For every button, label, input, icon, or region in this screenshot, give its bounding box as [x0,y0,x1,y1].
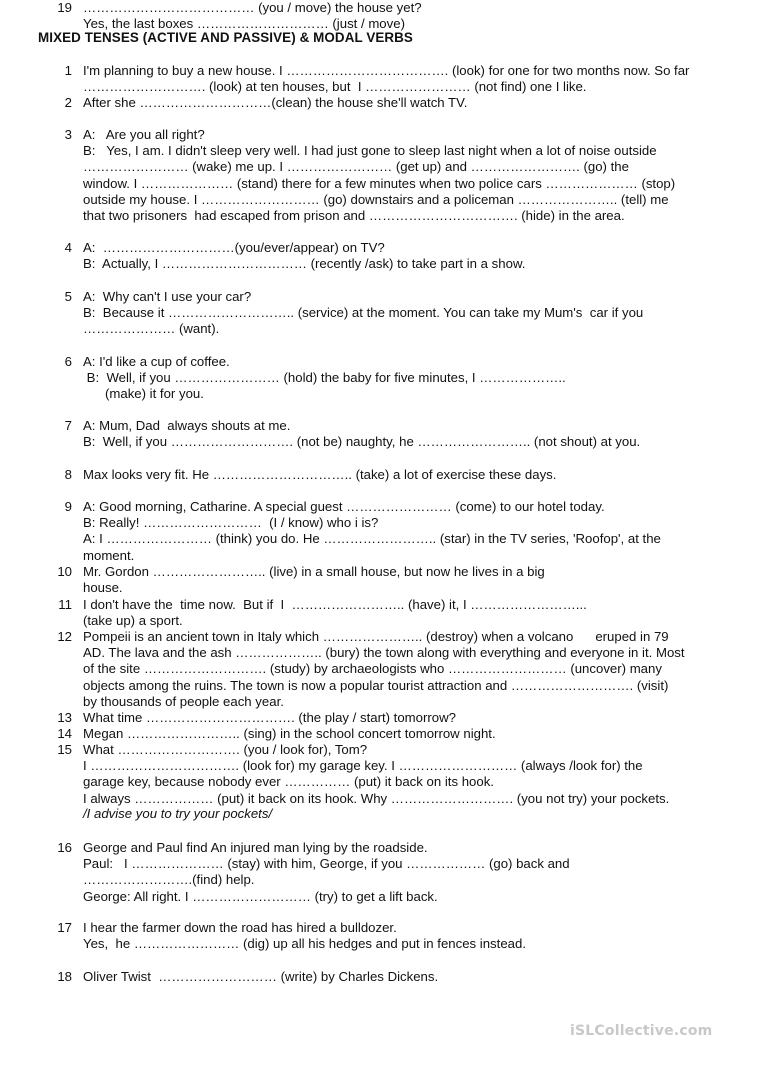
exercise-line: …………………….(find) help. [83,872,255,888]
exercise-line: A: Good morning, Catharine. A special guest …………………… (come) to our hotel today. [83,499,605,514]
worksheet-title: MIXED TENSES (ACTIVE AND PASSIVE) & MODAL VERBS [38,30,413,45]
exercise-line: What ………………………. (you / look for), Tom? [83,742,368,757]
exercise-line: window. I ………………… (stand) there for a few minutes when two police cars ………………… (stop) [83,175,676,191]
exercise-line: B: Well, if you …………………… (hold) the baby for five minutes, I ……………….. [83,370,566,386]
exercise-line: ………………… (want). [83,321,220,337]
exercise-line: Yes, the last boxes ………………………… (just / move) [83,16,405,32]
exercise-line: B: Yes, I am. I didn't sleep very well. I had just gone to sleep last night when a lot of noise outside [83,143,657,159]
exercise-line: B: Well, if you ………………………. (not be) naughty, he …………………….. (not shout) at you. [83,434,641,450]
exercise-number: 14 [57,726,72,741]
exercise-line: AD. The lava and the ash ……………….. (bury) the town along with everything and everyone in it. Most [83,645,685,661]
site-watermark: iSLCollective.com [570,1023,713,1039]
exercise-line: I ……………………………. (look for) my garage key. I ……………………… (always /look for) the [83,758,643,774]
exercise-number: 12 [57,629,72,644]
exercise-line: Megan …………………….. (sing) in the school concert tomorrow night. [83,726,496,741]
exercise-line: A: …………………………(you/ever/appear) on TV? [83,240,385,255]
exercise-line: Oliver Twist ……………………… (write) by Charles Dickens. [83,969,439,984]
exercise-line: A: Mum, Dad always shouts at me. [83,418,291,433]
exercise-line: ………………………………… (you / move) the house yet? [83,0,422,15]
exercise-line: garage key, because nobody ever …………… (put) it back on its hook. [83,774,494,790]
exercise-line: Paul: I ………………… (stay) with him, George, if you ……………… (go) back and [83,856,570,872]
exercise-line: outside my house. I ……………………… (go) downstairs and a policeman ………………….. (tell) me [83,191,669,207]
exercise-number: 13 [57,710,72,725]
exercise-line: /I advise you to try your pockets/ [83,806,273,821]
exercise-number: 15 [57,742,72,757]
exercise-line: A: Why can't I use your car? [83,289,252,304]
exercise-number: 2 [64,95,72,110]
exercise-number: 17 [57,920,72,935]
exercise-number: 6 [64,354,72,369]
exercise-number: 11 [58,597,72,612]
exercise-line: of the site ………………………. (study) by archaeologists who ……………………… (uncover) many [83,661,662,677]
exercise-line: A: Are you all right? [83,127,205,142]
exercise-line: After she …………………………(clean) the house she'll watch TV. [83,95,468,110]
exercise-number: 19 [57,0,72,15]
exercise-line: B: Really! ……………………… (I / know) who i is? [83,515,379,531]
exercise-line: (take up) a sport. [83,613,183,629]
exercise-number: 7 [64,418,72,433]
exercise-line: ………………………. (look) at ten houses, but I …………………… (not find) one I like. [83,79,587,95]
exercise-line: (make) it for you. [83,386,204,402]
exercise-line: B: Because it ……………………….. (service) at the moment. You can take my Mum's car if you [83,305,644,321]
exercise-number: 16 [57,840,72,855]
exercise-number: 8 [64,467,72,482]
exercise-number: 10 [57,564,72,579]
exercise-line: Yes, he …………………… (dig) up all his hedges and put in fences instead. [83,936,526,952]
exercise-line: A: I'd like a cup of coffee. [83,354,230,369]
exercise-line: Pompeii is an ancient town in Italy which ………………….. (destroy) when a volcano eruped in 79 [83,629,669,644]
exercise-line: that two prisoners had escaped from prison and ……………………………. (hide) in the area. [83,208,625,223]
exercise-number: 5 [64,289,72,304]
exercise-line: I hear the farmer down the road has hired a bulldozer. [83,920,397,935]
exercise-line: …………………… (wake) me up. I …………………… (get up) and ……………………. (go) the [83,159,629,175]
exercise-line: George and Paul find An injured man lying by the roadside. [83,840,428,855]
exercise-line: I always ……………… (put) it back on its hook. Why ………………………. (you not try) your pockets. [83,790,670,806]
exercise-line: George: All right. I ……………………… (try) to get a lift back. [83,888,438,904]
exercise-line: Max looks very fit. He ………………………….. (take) a lot of exercise these days. [83,467,557,482]
exercise-number: 1 [64,63,72,78]
exercise-line: I'm planning to buy a new house. I ………………………………. (look) for one for two months now. So far [83,63,690,78]
exercise-line: What time ……………………………. (the play / start) tomorrow? [83,710,456,725]
exercise-line: B: Actually, I …………………………… (recently /ask) to take part in a show. [83,256,526,272]
exercise-line: moment. [83,547,135,563]
exercise-line: by thousands of people each year. [83,693,284,709]
exercise-number: 4 [64,240,72,255]
exercise-line: house. [83,580,123,596]
exercise-line: A: I …………………… (think) you do. He …………………….. (star) in the TV series, 'Roofop', at the [83,531,661,547]
exercise-number: 3 [64,127,72,142]
exercise-number: 9 [64,499,72,514]
exercise-line: Mr. Gordon …………………….. (live) in a small house, but now he lives in a big [83,564,545,579]
exercise-number: 18 [57,969,72,984]
exercise-line: objects among the ruins. The town is now a popular tourist attraction and ………………………. (visit) [83,677,669,693]
exercise-line: I don't have the time now. But if I …………………….. (have) it, I ……………………... [83,597,587,612]
